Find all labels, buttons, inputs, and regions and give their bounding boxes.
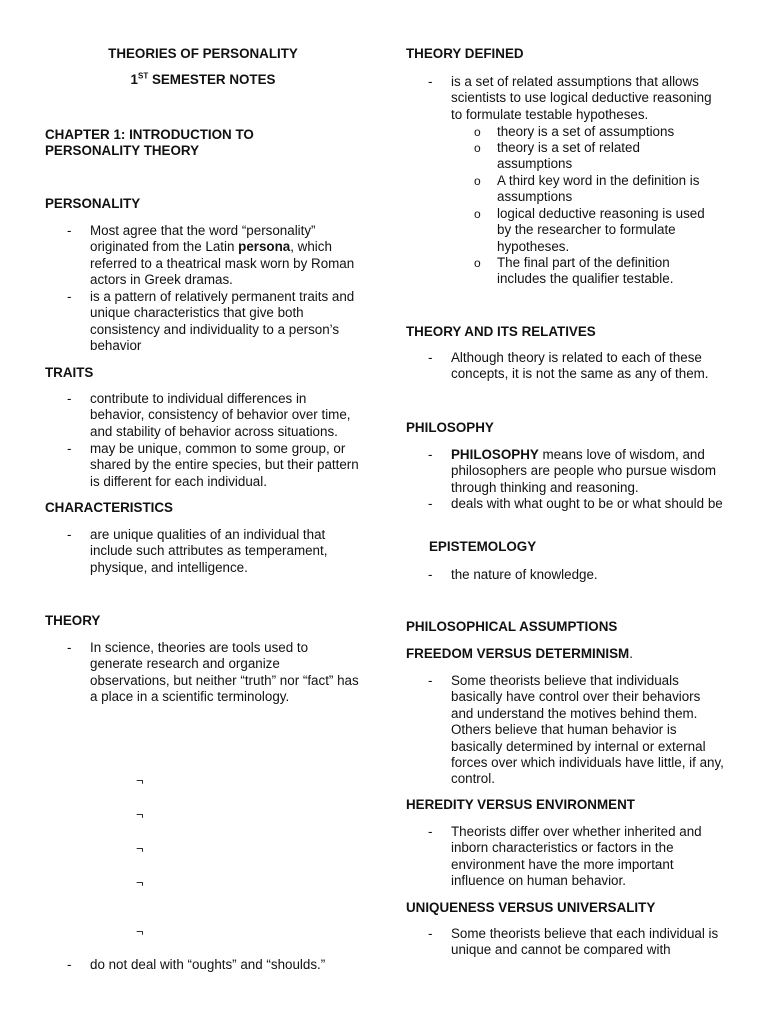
characteristics-item-1: are unique qualities of an individual that include such attributes as temperament, physique, and intelligence. <box>90 527 328 575</box>
heading-philosophical-assumptions: PHILOSOPHICAL ASSUMPTIONS <box>406 619 618 634</box>
heading-freedom-determinism <box>406 646 633 662</box>
negation-symbol: ¬ <box>136 841 144 856</box>
document-title: THEORIES OF PERSONALITY <box>108 46 298 61</box>
traits-item-1: contribute to individual differences in behavior, consistency of behavior over time, and stability of behavior across situations. <box>90 391 351 439</box>
dash-bullet: - <box>428 350 433 365</box>
relatives-item-1: Although theory is related to each of these concepts, it is not the same as any of them. <box>451 350 709 382</box>
negation-symbol: ¬ <box>136 924 144 939</box>
personality-item-1-rest: , which referred to a theatrical mask worn by Roman actors in Greek dramas. <box>90 239 355 288</box>
defined-subitem-2: theory is a set of related assumptions <box>497 140 640 172</box>
oughts-item: do not deal with “oughts” and “shoulds.” <box>90 957 326 972</box>
traits-item-2: may be unique, common to some group, or shared by the entire species, but their pattern is different for each individual. <box>90 441 359 489</box>
uniqueness-item-1: Some theorists believe that each individual is unique and cannot be compared with <box>451 926 719 958</box>
dash-bullet: - <box>67 441 72 456</box>
personality-item-1 <box>90 223 362 289</box>
circle-bullet: o <box>474 174 481 188</box>
heading-uniqueness-universality: UNIQUENESS VERSUS UNIVERSALITY <box>406 900 656 915</box>
heading-heredity-environment: HEREDITY VERSUS ENVIRONMENT <box>406 797 635 812</box>
dash-bullet: - <box>67 527 72 542</box>
defined-subitem-5: The final part of the definition includes the qualifier testable. <box>497 255 674 287</box>
heading-traits: TRAITS <box>45 365 94 380</box>
dash-bullet: - <box>67 223 72 238</box>
heading-characteristics: CHARACTERISTICS <box>45 500 173 515</box>
dash-bullet: - <box>428 567 433 582</box>
dash-bullet: - <box>67 289 72 304</box>
persona-term: persona <box>238 239 291 255</box>
dash-bullet: - <box>428 447 433 462</box>
philosophy-item-1 <box>451 447 726 496</box>
dash-bullet: - <box>67 957 72 972</box>
defined-subitem-4: logical deductive reasoning is used by the researcher to formulate hypotheses. <box>497 206 705 254</box>
dash-bullet: - <box>67 640 72 655</box>
semester-superscript: ST <box>137 71 149 81</box>
heredity-item-1: Theorists differ over whether inherited and inborn characteristics or factors in the environment have the more important influence on human behavior. <box>451 824 702 889</box>
freedom-item-1: Some theorists believe that individuals basically have control over their behaviors and understand the motives behind them. Others believe that human behavior is basically determined by internal or external forces over which individuals have little, if any, control. <box>451 673 724 787</box>
heading-philosophy: PHILOSOPHY <box>406 420 494 435</box>
dash-bullet: - <box>428 496 433 511</box>
defined-subitem-3: A third key word in the definition is assumptions <box>497 173 700 205</box>
negation-symbol: ¬ <box>136 773 144 788</box>
freedom-heading-period: . <box>629 646 633 661</box>
philosophy-item-2: deals with what ought to be or what should be <box>451 496 723 511</box>
dash-bullet: - <box>428 673 433 688</box>
dash-bullet: - <box>428 74 433 89</box>
chapter-heading: CHAPTER 1: INTRODUCTION TO PERSONALITY THEORY <box>45 127 254 159</box>
semester-text: SEMESTER NOTES <box>148 72 276 87</box>
semester-number: 1 <box>130 72 138 87</box>
circle-bullet: o <box>474 125 481 139</box>
heading-theory-relatives: THEORY AND ITS RELATIVES <box>406 324 596 339</box>
heading-personality: PERSONALITY <box>45 196 141 211</box>
personality-item-2: is a pattern of relatively permanent traits and unique characteristics that give both consistency and individuality to a person’s behavior <box>90 289 355 354</box>
theory-defined-item-1: is a set of related assumptions that allows scientists to use logical deductive reasoning to formulate testable hypotheses. <box>451 74 712 122</box>
theory-item-1: In science, theories are tools used to generate research and organize observations, but neither “truth” nor “fact” has a place in a scientific terminology. <box>90 640 359 705</box>
heading-theory-defined: THEORY DEFINED <box>406 46 524 61</box>
philosophy-item-1-text: means love of wisdom, and philosophers are people who pursue wisdom through thinking and reasoning. <box>451 447 716 495</box>
personality-item-1-text: Most agree that the word “personality” originated from the Latin <box>90 223 316 255</box>
circle-bullet: o <box>474 141 481 155</box>
dash-bullet: - <box>428 824 433 839</box>
philosophy-term: PHILOSOPHY <box>451 447 539 462</box>
heading-theory: THEORY <box>45 613 101 628</box>
epistemology-item-1: the nature of knowledge. <box>451 567 598 582</box>
circle-bullet: o <box>474 256 481 270</box>
negation-symbol: ¬ <box>136 807 144 822</box>
dash-bullet: - <box>428 926 433 941</box>
defined-subitem-1: theory is a set of assumptions <box>497 124 675 139</box>
negation-symbol: ¬ <box>136 875 144 890</box>
heading-epistemology: EPISTEMOLOGY <box>429 539 537 554</box>
freedom-heading-text: FREEDOM VERSUS DETERMINISM <box>406 646 630 661</box>
semester-subtitle <box>70 72 336 88</box>
circle-bullet: o <box>474 207 481 221</box>
dash-bullet: - <box>67 391 72 406</box>
